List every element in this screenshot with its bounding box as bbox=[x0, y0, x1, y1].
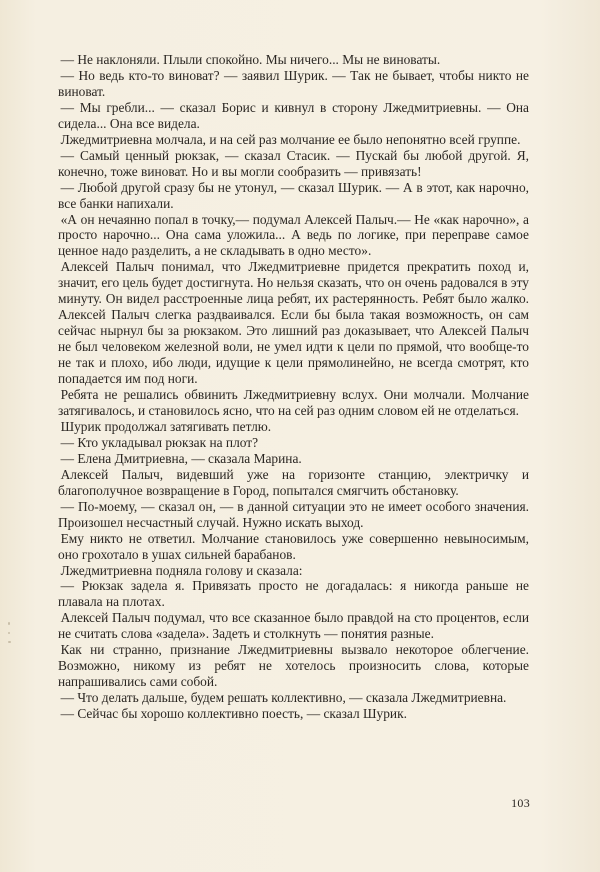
body-text bbox=[58, 52, 529, 722]
paragraph: Лжедмитриевна подняла голову и сказала: bbox=[60, 562, 303, 578]
paragraph: Шурик продолжал затягивать петлю. bbox=[60, 418, 272, 434]
paragraph: Лжедмитриевна молчала, и на сей раз молчание ее было непонятно всей группе. bbox=[60, 131, 521, 147]
paragraph: — Кто укладывал рюкзак на плот? bbox=[60, 434, 259, 450]
paragraph: «А он нечаянно попал в точку,— подумал Алексей Палыч.— Не «как нарочно», а просто нарочно... Она сама уложила... А ведь по логике, при переправе самое ценное надо разделить, а не складывать в одно место». bbox=[58, 211, 529, 259]
paragraph: Алексей Палыч подумал, что все сказанное было правдой на сто процентов, если не считать слова «задела». Задеть и столкнуть — понятия разные. bbox=[58, 610, 529, 642]
paragraph: — Не наклоняли. Плыли спокойно. Мы ничего... Мы не виноваты. bbox=[60, 52, 441, 67]
page-number: 103 bbox=[511, 796, 530, 810]
paragraph: — Мы гребли... — сказал Борис и кивнул в сторону Лжедмитриевны. — Она сидела... Она все видела. bbox=[58, 99, 529, 131]
paragraph: Алексей Палыч понимал, что Лжедмитриевне придется прекратить поход и, значит, его цель будет достигнута. Но нельзя сказать, что он очень радовался в эту минуту. Он видел расстроенные лица ребят, их растерянность. Ребят было жалко. Алексей Палыч слегка раздваивался. Если бы была такая возможность, он сам сейчас нырнул бы за рюкзаком. Это лишний раз доказывает, что Алексей Палыч не был человеком железной воли, не умел идти к цели по прямой, что вообще-то не так и плохо, ибо люди, идущие к цели прямолинейно, не всегда смотрят, кто попадается им под ноги. bbox=[58, 259, 529, 387]
paragraph: — Что делать дальше, будем решать коллективно, — сказала Лжедмитриевна. bbox=[60, 690, 507, 706]
margin-speck bbox=[8, 641, 11, 643]
paragraph: — Самый ценный рюкзак, — сказал Стасик. — Пускай бы любой другой. Я, конечно, тоже виноват. Но и вы могли сообразить — привязать! bbox=[58, 147, 529, 179]
paragraph: — Сейчас бы хорошо коллективно поесть, — сказал Шурик. bbox=[60, 706, 407, 722]
paragraph: — По-моему, — сказал он, — в данной ситуации это не имеет особого значения. Произошел несчастный случай. Нужно искать выход. bbox=[58, 498, 529, 530]
paragraph: — Но ведь кто-то виноват? — заявил Шурик. — Так не бывает, чтобы никто не виноват. bbox=[58, 67, 529, 99]
paragraph: Как ни странно, признание Лжедмитриевны вызвало некоторое облегчение. Возможно, никому из ребят не хотелось произносить слова, которые напрашивались сами собой. bbox=[58, 642, 529, 690]
paragraph: — Рюкзак задела я. Привязать просто не догадалась: я никогда раньше не плавала на плотах. bbox=[58, 578, 529, 610]
paragraph: — Любой другой сразу бы не утонул, — сказал Шурик. — А в этот, как нарочно, все банки напихали. bbox=[58, 179, 529, 211]
margin-speck bbox=[8, 632, 10, 634]
margin-speck bbox=[8, 622, 10, 625]
paragraph: Ему никто не ответил. Молчание становилось уже совершенно невыносимым, оно грохотало в ушах сильней барабанов. bbox=[58, 530, 529, 562]
paragraph: Алексей Палыч, видевший уже на горизонте станцию, электричку и благополучное возвращение в Город, попытался смягчить обстановку. bbox=[58, 466, 529, 498]
paragraph: Ребята не решались обвинить Лжедмитриевну вслух. Они молчали. Молчание затягивалось, и становилось ясно, что на сей раз одним словом ей не отделаться. bbox=[58, 387, 529, 418]
paragraph: — Елена Дмитриевна, — сказала Марина. bbox=[60, 450, 302, 466]
